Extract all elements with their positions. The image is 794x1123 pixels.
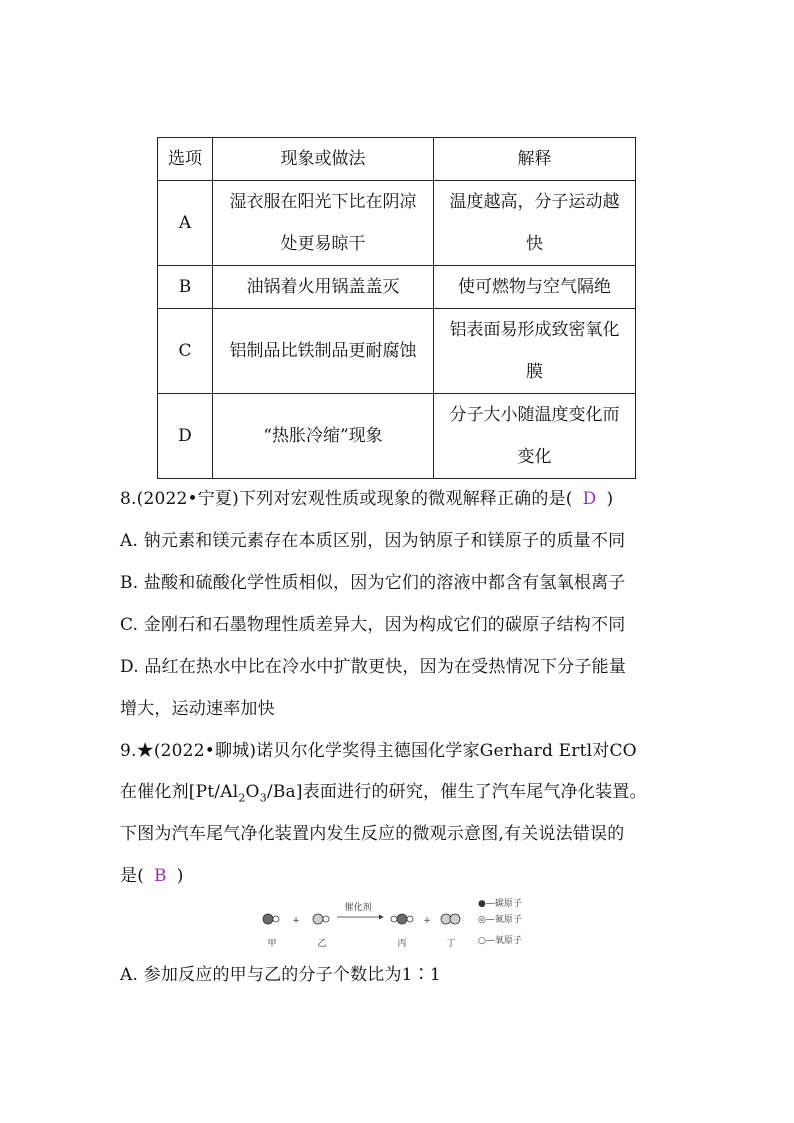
row-option: C: [158, 309, 213, 394]
oxygen-atom-icon: [391, 916, 397, 922]
label-ding: 丁: [446, 939, 456, 949]
row-phenomenon-line1: 湿衣服在阳光下比在阴凉: [229, 192, 417, 212]
reaction-diagram: [255, 893, 545, 951]
row-phenomenon-line2: 处更易晾干: [280, 234, 366, 254]
header-phenomenon: 现象或做法: [213, 138, 434, 181]
row-option: B: [158, 266, 213, 309]
nitrogen-atom-icon: [441, 914, 451, 924]
row-explanation: [434, 181, 636, 266]
carbon-atom-icon: [397, 914, 407, 924]
table-row: [158, 309, 636, 394]
oxygen-atom-icon: [407, 916, 413, 922]
row-explanation-line1: 铝表面易形成致密氧化: [449, 320, 620, 340]
q9-line2-a: 在催化剂[Pt/Al: [120, 782, 239, 802]
q9-sub-3: 3: [259, 791, 267, 805]
header-option: 选项: [158, 138, 213, 181]
label-jia: 甲: [267, 939, 277, 949]
q9-line2: [120, 777, 647, 804]
label-yi: 乙: [317, 939, 327, 949]
row-phenomenon: “热胀冷缩”现象: [213, 394, 434, 479]
options-table: [157, 137, 636, 479]
row-explanation-line2: 膜: [526, 362, 543, 382]
label-bing: 丙: [397, 939, 407, 949]
q8-option-d-continued: 增大，运动速率加快: [120, 699, 275, 719]
table-row: [158, 181, 636, 266]
q8-stem: [120, 484, 613, 509]
table-row: [158, 394, 636, 479]
row-explanation-line2: 快: [526, 234, 543, 254]
catalyst-label: 催化剂: [344, 903, 372, 913]
row-phenomenon: 油锅着火用锅盖盖灭: [213, 266, 434, 309]
q8-stem-close: ): [606, 489, 614, 509]
row-explanation: 使可燃物与空气隔绝: [434, 266, 636, 309]
q9-line4-text: 是(: [120, 866, 145, 886]
row-phenomenon: [213, 181, 434, 266]
q8-answer: D: [582, 489, 597, 509]
q8-stem-text: 8.(2022•宁夏)下列对宏观性质或现象的微观解释正确的是(: [120, 489, 573, 509]
row-option: D: [158, 394, 213, 479]
legend-nitrogen: ◎—氮原子: [478, 915, 522, 925]
molecule-jia: [263, 914, 279, 924]
q9-line3: 下图为汽车尾气净化装置内发生反应的微观示意图,有关说法错误的: [120, 824, 625, 844]
table-header-row: [158, 138, 636, 181]
nitrogen-atom-icon: [313, 914, 323, 924]
molecule-ding: [441, 914, 460, 924]
q8-option-c: C. 金刚石和石墨物理性质差异大，因为构成它们的碳原子结构不同: [120, 615, 626, 635]
q9-option-a: A. 参加反应的甲与乙的分子个数比为1∶1: [120, 965, 441, 985]
molecule-bing: [391, 914, 413, 924]
legend-oxygen: ○—氧原子: [478, 936, 522, 946]
row-explanation-line2: 变化: [517, 447, 552, 467]
row-explanation: [434, 394, 636, 479]
q9-sub-2: 2: [238, 791, 246, 805]
plus-sign: +: [423, 916, 431, 926]
q9-answer: B: [154, 866, 167, 886]
q9-line4: [120, 861, 184, 886]
q8-option-a: A. 钠元素和镁元素存在本质区别，因为钠原子和镁原子的质量不同: [120, 531, 626, 551]
molecule-yi: [313, 914, 329, 924]
q9-line2-c: /Ba]表面进行的研究，催生了汽车尾气净化装置。: [266, 782, 647, 802]
carbon-atom-icon: [263, 914, 273, 924]
plus-sign: +: [292, 916, 300, 926]
q9-line4-close: ): [176, 866, 184, 886]
q8-option-b: B. 盐酸和硫酸化学性质相似，因为它们的溶液中都含有氢氧根离子: [120, 573, 626, 593]
row-phenomenon: 铝制品比铁制品更耐腐蚀: [213, 309, 434, 394]
oxygen-atom-icon: [273, 916, 279, 922]
row-explanation-line1: 温度越高，分子运动越: [449, 192, 620, 212]
row-option: A: [158, 181, 213, 266]
legend-carbon: ●—碳原子: [478, 899, 522, 909]
oxygen-atom-icon: [323, 916, 329, 922]
row-explanation-line1: 分子大小随温度变化而: [449, 405, 620, 425]
q8-option-d: D. 品红在热水中比在冷水中扩散更快，因为在受热情况下分子能量: [120, 657, 627, 677]
table-row: [158, 266, 636, 309]
q9-line1: 9.★(2022•聊城)诺贝尔化学奖得主德国化学家Gerhard Ertl对CO: [120, 741, 637, 761]
row-explanation: [434, 309, 636, 394]
nitrogen-atom-icon: [450, 914, 460, 924]
q9-line2-b: O: [245, 782, 260, 802]
header-explanation: 解释: [434, 138, 636, 181]
